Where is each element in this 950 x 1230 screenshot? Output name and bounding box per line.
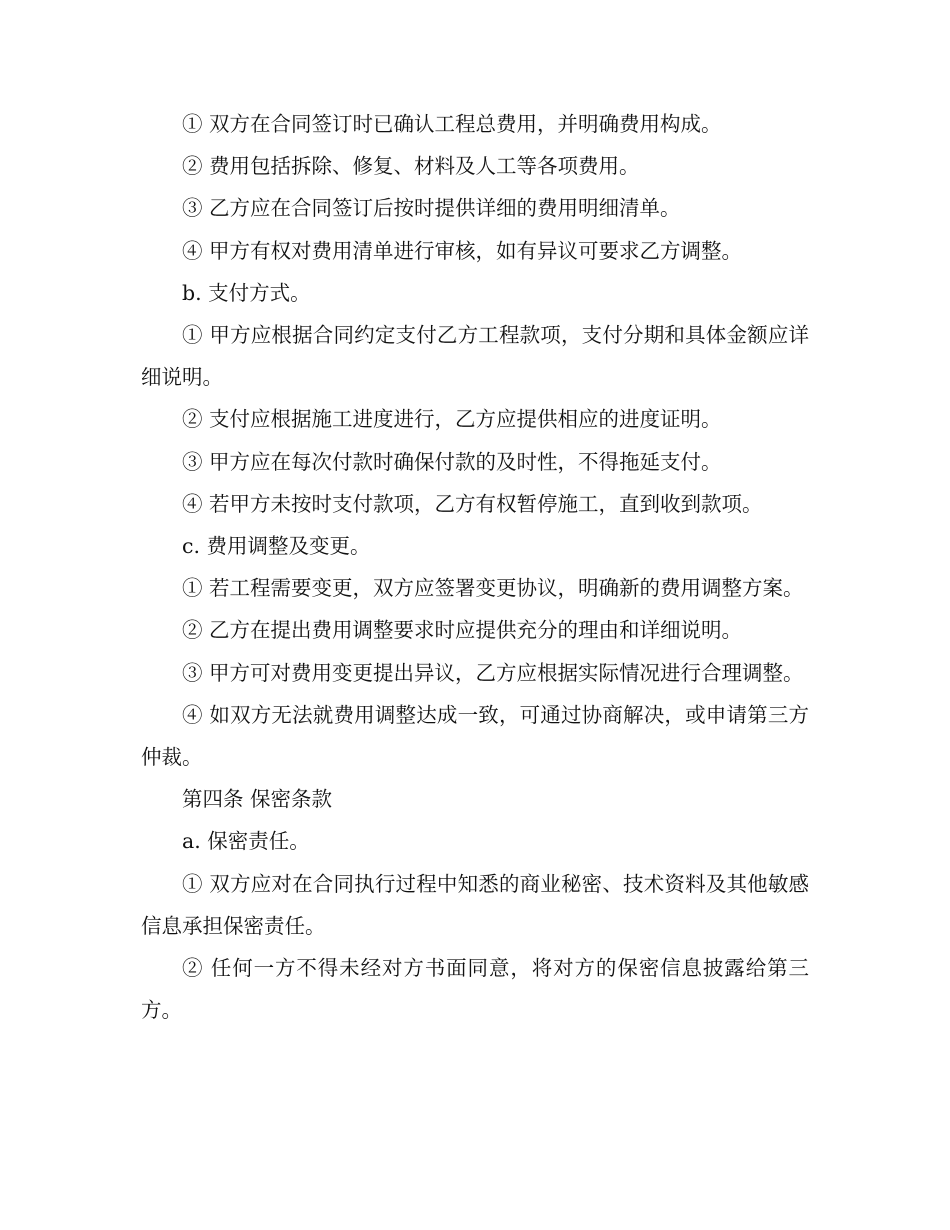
paragraph-change-agreement: ① 若工程需要变更，双方应签署变更协议，明确新的费用调整方案。 bbox=[182, 576, 804, 601]
paragraph-cost-review: ④ 甲方有权对费用清单进行审核，如有异议可要求乙方调整。 bbox=[182, 238, 743, 263]
paragraph-confidentiality-scope: ① 双方应对在合同执行过程中知悉的商业秘密、技术资料及其他敏感信息承担保密责任。 bbox=[141, 871, 809, 938]
subheading-confidentiality-duty: a. 保密责任。 bbox=[182, 829, 310, 854]
paragraph-payment-suspension: ④ 若甲方未按时支付款项，乙方有权暂停施工，直到收到款项。 bbox=[182, 491, 763, 516]
paragraph-cost-items: ② 费用包括拆除、修复、材料及人工等各项费用。 bbox=[182, 154, 640, 179]
paragraph-payment-timeliness: ③ 甲方应在每次付款时确保付款的及时性，不得拖延支付。 bbox=[182, 449, 722, 474]
article-heading-confidentiality: 第四条 保密条款 bbox=[182, 787, 333, 812]
paragraph-adjustment-reason: ② 乙方在提出费用调整要求时应提供充分的理由和详细说明。 bbox=[182, 618, 743, 643]
paragraph-payment-progress: ② 支付应根据施工进度进行，乙方应提供相应的进度证明。 bbox=[182, 407, 722, 432]
subheading-payment-method: b. 支付方式。 bbox=[182, 280, 311, 305]
paragraph-cost-confirmed: ① 双方在合同签订时已确认工程总费用，并明确费用构成。 bbox=[182, 112, 722, 136]
paragraph-payment-installments: ① 甲方应根据合同约定支付乙方工程款项，支付分期和具体金额应详细说明。 bbox=[141, 323, 809, 390]
paragraph-cost-list: ③ 乙方应在合同签订后按时提供详细的费用明细清单。 bbox=[182, 196, 681, 221]
document-body bbox=[141, 103, 809, 1031]
paragraph-adjustment-arbitration: ④ 如双方无法就费用调整达成一致，可通过协商解决，或申请第三方仲裁。 bbox=[141, 702, 809, 770]
paragraph-adjustment-objection: ③ 甲方可对费用变更提出异议，乙方应根据实际情况进行合理调整。 bbox=[182, 660, 804, 685]
subheading-cost-adjustment: c. 费用调整及变更。 bbox=[182, 534, 371, 559]
paragraph-confidentiality-disclosure: ② 任何一方不得未经对方书面同意，将对方的保密信息披露给第三方。 bbox=[141, 956, 809, 1023]
